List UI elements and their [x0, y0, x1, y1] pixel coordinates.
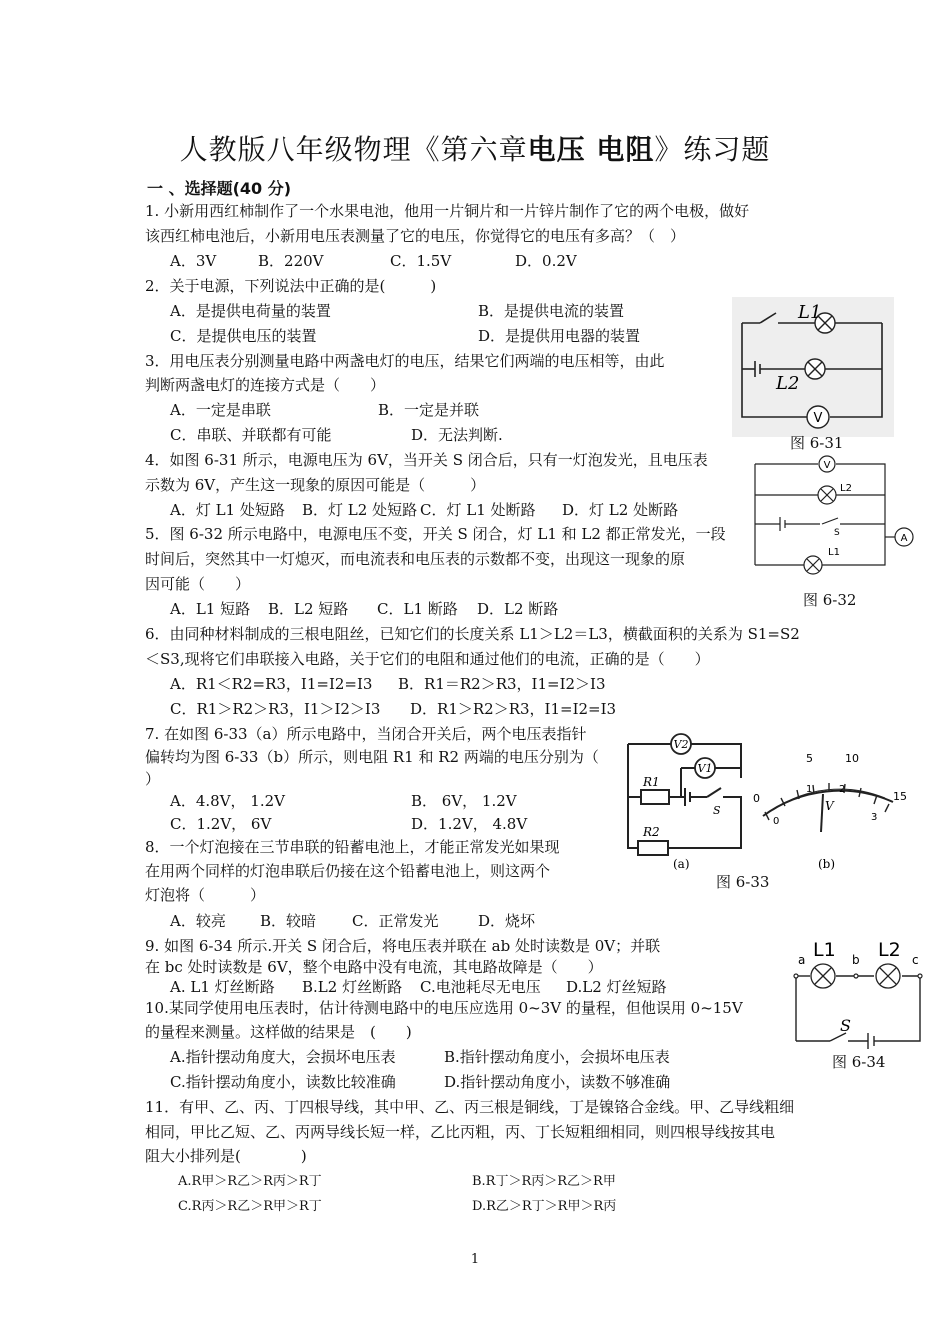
q9-option-b: B.L2 灯丝断路 — [302, 978, 403, 996]
q5-line-2: 时间后，突然其中一灯熄灭，而电流表和电压表的示数都不变，出现这一现象的原 — [145, 550, 686, 568]
q11-option-a: A.R甲＞R乙＞R丙＞R丁 — [178, 1174, 322, 1189]
figure-6-34-circuit — [792, 935, 932, 1050]
q11-line-2: 相同，甲比乙短、乙、丙两导线长短一样，乙比丙粗，丙、丁长短粗细相同，则四根导线按其电 — [145, 1123, 776, 1141]
q6-option-c: C．R1＞R2＞R3，I1＞I2＞I3 — [170, 700, 381, 718]
label-figure-a: (a) — [673, 857, 690, 871]
q4-option-d: D．灯 L2 处断路 — [562, 501, 679, 519]
dial-unit-v: V — [825, 799, 834, 813]
figure-6-33-circuit-and-meter — [623, 730, 913, 875]
q11-line-3: 阻大小排列是( ) — [145, 1147, 307, 1165]
label-l2: L2 — [776, 373, 800, 394]
q9-option-d: D.L2 灯丝短路 — [566, 978, 667, 996]
q10-line-1: 10.某同学使用电压表时，估计待测电路中的电压应选用 0~3V 的量程，但他误用 0~15V — [145, 999, 743, 1017]
voltmeter-dial-icon — [753, 752, 907, 832]
voltmeter-label: V — [813, 411, 823, 426]
q11-line-1: 11．有甲、乙、丙、丁四根导线，其中甲、乙、丙三根是铜线，丁是镍铬合金线。甲、乙导线粗细 — [145, 1098, 795, 1116]
q1-option-d: D．0.2V — [515, 252, 577, 270]
q9-option-a: A. L1 灯丝断路 — [170, 978, 275, 996]
q11-option-d: D.R乙＞R丁＞R甲＞R丙 — [472, 1199, 617, 1214]
q3-line-2: 判断两盏电灯的连接方式是（ ） — [145, 376, 386, 394]
figure-6-31-caption: 图 6-31 — [790, 434, 844, 452]
lamp-l2-icon — [805, 359, 825, 379]
label-l2: L2 — [840, 483, 852, 494]
q9-line-1: 9. 如图 6-34 所示.开关 S 闭合后，将电压表并联在 ab 处时读数是 0V；并联 — [145, 937, 661, 955]
q2-option-b: B．是提供电流的装置 — [478, 302, 625, 320]
q1-option-a: A．3V — [170, 252, 217, 270]
q5-line-1: 5．图 6-32 所示电路中，电源电压不变，开关 S 闭合，灯 L1 和 L2 都正常发光，一段 — [145, 525, 726, 543]
label-s: S — [840, 1016, 851, 1035]
q5-line-3: 因可能（ ） — [145, 575, 251, 593]
figure-6-32-circuit — [750, 455, 920, 575]
q3-option-b: B．一定是并联 — [378, 401, 480, 419]
q6-option-a: A．R1＜R2=R3，I1=I2=I3 — [170, 675, 373, 693]
q9-line-2: 在 bc 处时读数是 6V，整个电路中没有电流，其电路故障是（ ） — [145, 958, 603, 976]
dial-label-2: 2 — [839, 784, 846, 795]
voltmeter-label: V — [823, 460, 831, 471]
label-s: S — [834, 528, 840, 538]
label-r2: R2 — [643, 825, 660, 839]
q8-option-a: A．较亮 — [170, 912, 226, 930]
q3-line-1: 3．用电压表分别测量电路中两盏电灯的电压，结果它们两端的电压相等，由此 — [145, 352, 665, 370]
figure-6-31-circuit — [732, 297, 894, 437]
q5-option-c: C．L1 断路 — [377, 600, 458, 618]
lamp-l2-icon — [818, 486, 836, 504]
q1-line-1: 1. 小新用西红柿制作了一个水果电池，他用一片铜片和一片锌片制作了它的两个电极，做好 — [145, 202, 750, 220]
q3-option-c: C．串联、并联都有可能 — [170, 426, 332, 444]
terminal-a-icon — [794, 974, 798, 978]
q2-option-d: D．是提供用电器的装置 — [478, 327, 641, 345]
dial-label-1: 1 — [806, 784, 813, 795]
q11-option-c: C.R丙＞R乙＞R甲＞R丁 — [178, 1199, 322, 1214]
label-figure-b: (b) — [818, 857, 836, 871]
dial-label-0-bottom: 0 — [773, 816, 780, 827]
label-r1: R1 — [643, 775, 660, 789]
figure-6-32-caption: 图 6-32 — [803, 591, 857, 609]
q3-option-d: D．无法判断. — [411, 426, 503, 444]
q8-line-3: 灯泡将（ ） — [145, 886, 266, 904]
voltmeter-v1-label: V1 — [697, 762, 713, 775]
q10-option-c: C.指针摆动角度小，读数比较准确 — [170, 1073, 396, 1091]
q5-option-a: A．L1 短路 — [170, 600, 251, 618]
q1-line-2: 该西红柿电池后，小新用电压表测量了它的电压，你觉得它的电压有多高？（ ） — [145, 227, 686, 245]
q7-option-c: C．1.2V， 6V — [170, 815, 272, 833]
label-l1: L1 — [828, 547, 840, 558]
dial-label-5: 5 — [806, 752, 813, 765]
voltmeter-v2-icon — [671, 734, 691, 754]
q7-line-3: ） — [145, 770, 161, 788]
figure-6-34-caption: 图 6-34 — [832, 1053, 886, 1071]
voltmeter-v1-icon — [695, 758, 715, 778]
ammeter-icon — [895, 528, 913, 546]
label-c: c — [912, 953, 919, 967]
label-l2: L2 — [878, 939, 901, 961]
q7-option-a: A．4.8V， 1.2V — [170, 792, 285, 810]
page-title: 人教版八年级物理《第六章电压 电阻》练习题 — [179, 133, 771, 166]
q4-line-1: 4．如图 6-31 所示，电源电压为 6V，当开关 S 闭合后，只有一灯泡发光，且电压表 — [145, 451, 708, 469]
q7-option-b: B． 6V， 1.2V — [411, 792, 517, 810]
q2-option-a: A．是提供电荷量的装置 — [170, 302, 331, 320]
lamp-l2-icon — [876, 964, 900, 988]
q6-option-d: D．R1＞R2＞R3，I1=I2=I3 — [410, 700, 617, 718]
label-a: a — [798, 953, 806, 967]
q7-line-1: 7. 在如图 6-33（a）所示电路中，当闭合开关后，两个电压表指针 — [145, 725, 587, 743]
q8-line-2: 在用两个同样的灯泡串联后仍接在这个铅蓄电池上，则这两个 — [145, 862, 551, 880]
ammeter-label: A — [900, 533, 908, 544]
q10-line-2: 的量程来测量。这样做的结果是 ( ) — [145, 1023, 412, 1041]
lamp-l1-icon — [804, 556, 822, 574]
q8-option-d: D．烧坏 — [478, 912, 536, 930]
dial-label-3: 3 — [871, 812, 878, 823]
q2-option-c: C．是提供电压的装置 — [170, 327, 317, 345]
label-l1: L1 — [798, 302, 822, 323]
label-l1: L1 — [813, 939, 836, 961]
voltmeter-v2-label: V2 — [673, 738, 689, 751]
q8-option-c: C．正常发光 — [352, 912, 439, 930]
q8-line-1: 8．一个灯泡接在三节串联的铅蓄电池上，才能正常发光如果现 — [145, 838, 560, 856]
q4-option-c: C．灯 L1 处断路 — [420, 501, 536, 519]
q2-line-1: 2．关于电源，下列说法中正确的是( ) — [145, 277, 437, 295]
q3-option-a: A．一定是串联 — [170, 401, 271, 419]
resistor-r2-icon — [638, 841, 668, 855]
q6-line-1: 6．由同种材料制成的三根电阻丝，已知它们的长度关系 L1＞L2＝L3，横截面积的关系为 S1=S2 — [145, 625, 800, 643]
q5-option-b: B．L2 短路 — [268, 600, 349, 618]
q6-line-2: ＜S3,现将它们串联接入电路，关于它们的电阻和通过他们的电流，正确的是（ ） — [145, 650, 710, 668]
q4-option-b: B．灯 L2 处短路 — [302, 501, 418, 519]
voltmeter-icon — [807, 406, 829, 428]
lamp-l1-icon — [811, 964, 835, 988]
label-s: S — [713, 804, 721, 817]
q1-option-c: C．1.5V — [390, 252, 452, 270]
section-heading: 一 、选择题(40 分) — [147, 179, 292, 198]
figure-6-33-caption: 图 6-33 — [716, 873, 770, 891]
label-b: b — [852, 953, 860, 967]
dial-label-15: 15 — [893, 790, 907, 803]
q8-option-b: B．较暗 — [260, 912, 317, 930]
dial-label-10: 10 — [845, 752, 859, 765]
q11-option-b: B.R丁＞R丙＞R乙＞R甲 — [472, 1174, 616, 1189]
q10-option-d: D.指针摆动角度小，读数不够准确 — [444, 1073, 671, 1091]
q1-option-b: B．220V — [258, 252, 324, 270]
voltmeter-icon — [819, 456, 835, 472]
q9-option-c: C.电池耗尽无电压 — [420, 978, 541, 996]
q7-line-2: 偏转均为图 6-33（b）所示，则电阻 R1 和 R2 两端的电压分别为（ — [145, 748, 599, 766]
q7-option-d: D．1.2V， 4.8V — [411, 815, 528, 833]
q5-option-d: D．L2 断路 — [477, 600, 559, 618]
q4-option-a: A．灯 L1 处短路 — [170, 501, 285, 519]
q10-option-b: B.指针摆动角度小，会损坏电压表 — [444, 1048, 670, 1066]
q4-line-2: 示数为 6V，产生这一现象的原因可能是（ ） — [145, 476, 486, 494]
q10-option-a: A.指针摆动角度大，会损坏电压表 — [170, 1048, 396, 1066]
resistor-r1-icon — [641, 790, 669, 804]
q6-option-b: B．R1＝R2＞R3，I1=I2＞I3 — [398, 675, 606, 693]
dial-label-0-top: 0 — [753, 792, 760, 805]
terminal-c-icon — [918, 974, 922, 978]
terminal-b-icon — [854, 974, 858, 978]
page-number: 1 — [470, 1252, 480, 1267]
